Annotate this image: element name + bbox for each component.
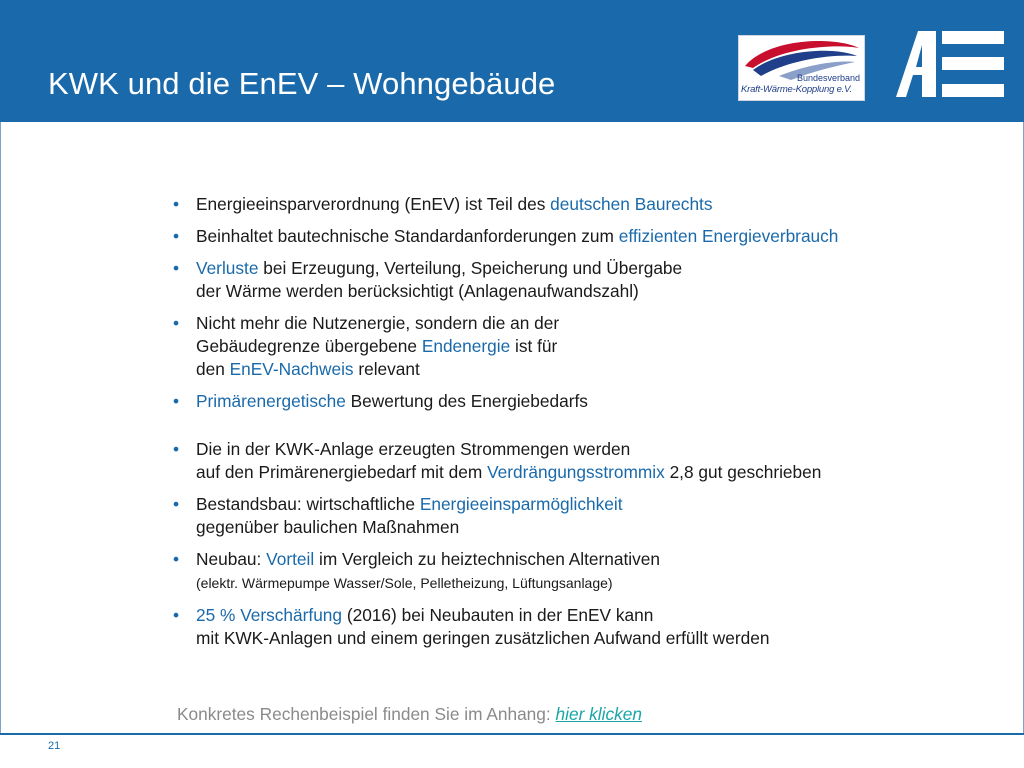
highlighted-term: 25 % Verschärfung [196,605,343,625]
bullet-item [173,604,973,650]
bullet-text: bei Erzeugung, Verteilung, Speicherung und Übergabe [258,258,683,278]
page-number: 21 [48,740,61,752]
bullet-text: Energieeinsparverordnung (EnEV) ist Teil des [196,194,551,214]
bullet-item [173,438,973,484]
highlighted-term: Primärenergetische [196,391,346,411]
highlighted-term: Energieeinsparmöglichkeit [419,494,623,514]
bullet-line [196,335,973,358]
bullet-line [196,627,973,650]
bullet-dot-icon: • [173,494,180,514]
bullet-list [173,193,973,659]
highlighted-term: effizienten Energieverbrauch [618,226,839,246]
bottom-rule [0,733,1024,735]
bullet-line [196,438,973,461]
bullet-line [196,548,973,571]
bullet-line [196,358,973,381]
bullet-dot-icon: • [173,313,180,333]
highlighted-term: Vorteil [266,549,315,569]
bullet-text: Neubau: [196,549,267,569]
bullet-item [173,493,973,539]
bullet-text: Nicht mehr die Nutzenergie, sondern die an der [196,313,560,333]
bullet-text: mit KWK-Anlagen und einem geringen zusätzlichen Aufwand erfüllt werden [196,628,770,648]
bullet-text: den [196,359,230,379]
footer-note [177,704,642,725]
bullet-text: Gebäudegrenze übergebene [196,336,422,356]
bullet-line [196,493,973,516]
bullet-item [173,257,973,303]
bullet-line [196,390,973,413]
bullet-dot-icon: • [173,194,180,214]
header-bar [0,0,1024,122]
bullet-line [196,604,973,627]
bullet-text: Die in der KWK-Anlage erzeugten Strommengen werden [196,439,631,459]
bullet-line [196,312,973,335]
ae-logo-icon [896,31,1004,97]
bullet-line [196,257,973,280]
bullet-text: im Vergleich zu heiztechnischen Alternativen [314,549,660,569]
highlighted-term: Verluste [196,258,259,278]
bullet-text: (2016) bei Neubauten in der EnEV kann [342,605,654,625]
bkwk-logo [738,35,865,101]
bkwk-logo-line2: Kraft-Wärme-Kopplung e.V. [741,84,852,95]
bullet-item [173,225,973,248]
bullet-line [196,461,973,484]
bullet-text: der Wärme werden berücksichtigt (Anlagenaufwandszahl) [196,281,639,301]
highlighted-term: EnEV-Nachweis [229,359,354,379]
footer-note-text: Konkretes Rechenbeispiel finden Sie im Anhang [177,704,546,724]
bullet-item [173,548,973,595]
highlighted-term: Verdrängungsstrommix [487,462,665,482]
bullet-text: gegenüber baulichen Maßnahmen [196,517,460,537]
bullet-dot-icon: • [173,226,180,246]
footer-note-separator: : [545,704,556,724]
bullet-text: (elektr. Wärmepumpe Wasser/Sole, Pelletheizung, Lüftungsanlage) [196,575,613,591]
bullet-item [173,312,973,381]
bullet-text: Bewertung des Energiebedarfs [345,391,588,411]
highlighted-term: Endenergie [421,336,511,356]
bullet-item [173,193,973,216]
bullet-dot-icon: • [173,258,180,278]
bullet-line [196,280,973,303]
bullet-text: 2,8 gut geschrieben [664,462,822,482]
bullet-line [196,225,973,248]
highlighted-term: deutschen Baurechts [550,194,713,214]
appendix-link[interactable]: hier klicken [555,704,642,724]
bullet-text: relevant [353,359,420,379]
slide-title: KWK und die EnEV – Wohngebäude [48,66,556,101]
bullet-line [196,193,973,216]
bullet-line [196,571,973,595]
bullet-dot-icon: • [173,549,180,569]
bullet-dot-icon: • [173,439,180,459]
bullet-dot-icon: • [173,391,180,411]
bullet-text: auf den Primärenergiebedarf mit dem [196,462,488,482]
bullet-item [173,390,973,413]
bullet-text: Beinhaltet bautechnische Standardanforderungen zum [196,226,619,246]
bullet-text: Bestandsbau: wirtschaftliche [196,494,420,514]
bullet-line [196,516,973,539]
bullet-dot-icon: • [173,605,180,625]
bkwk-logo-line1: Bundesverband [796,73,860,83]
bullet-text: ist für [510,336,558,356]
